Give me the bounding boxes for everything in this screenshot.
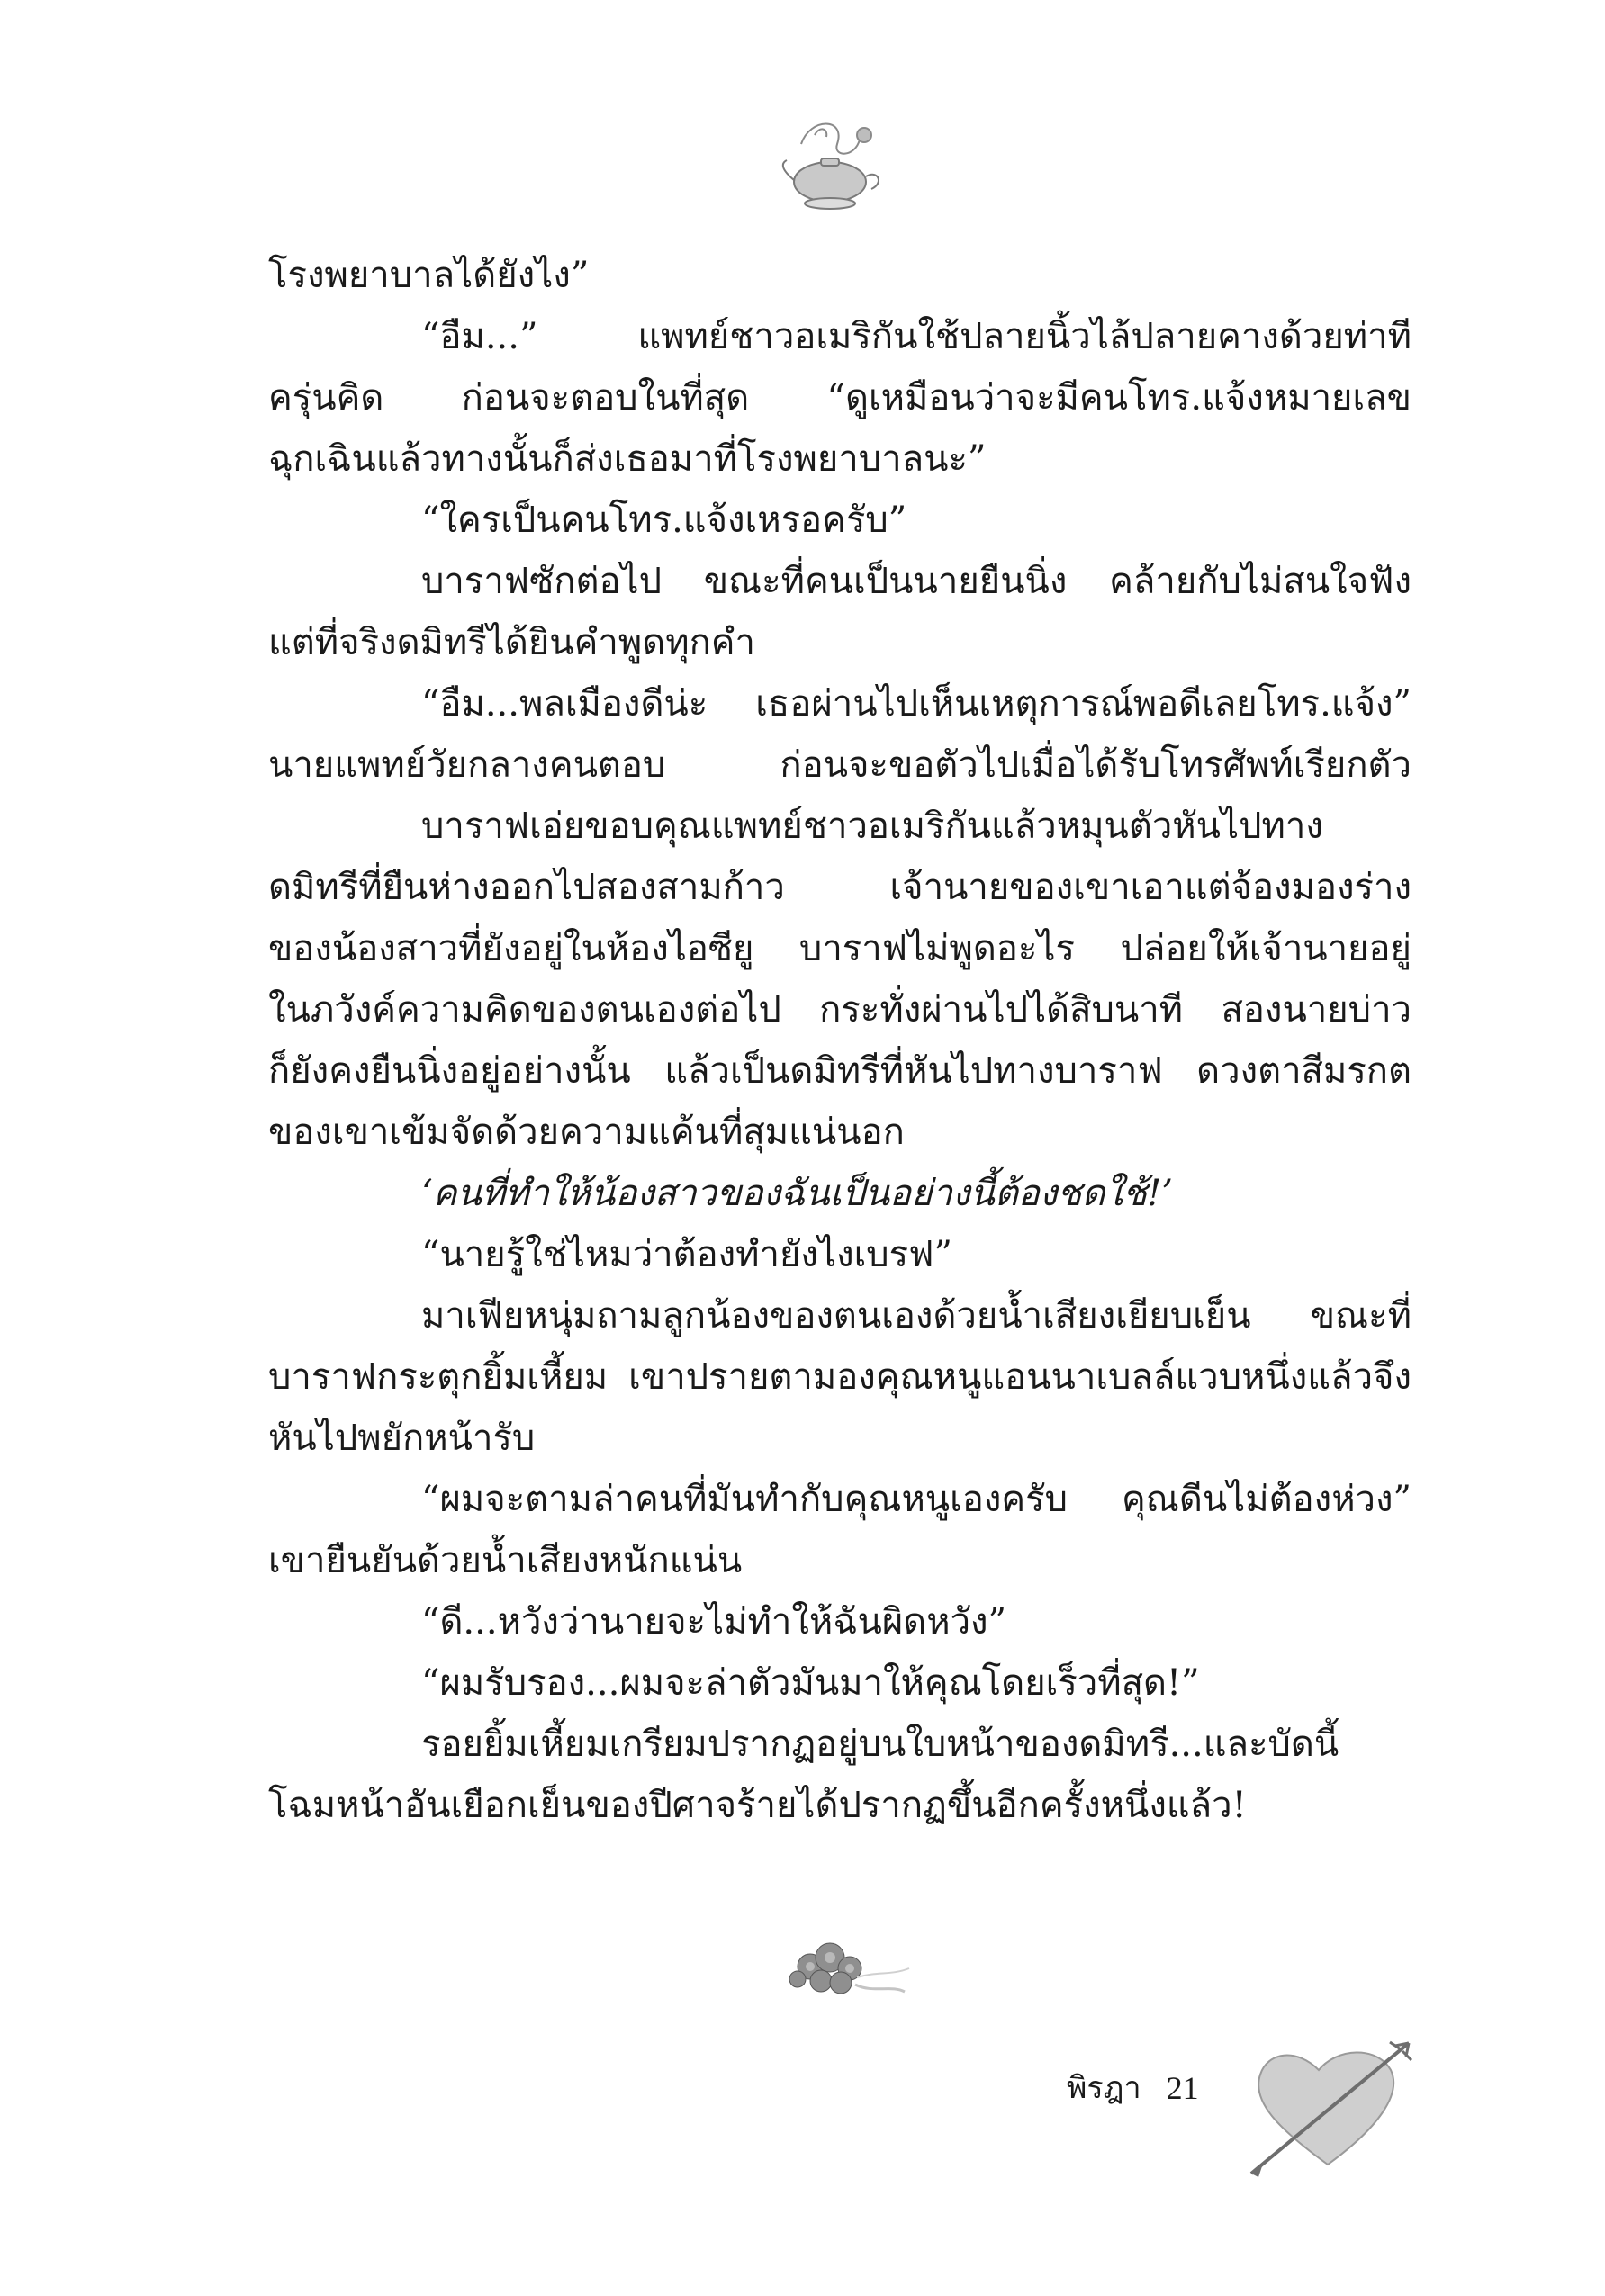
- text-line: ครุ่นคิด ก่อนจะตอบในที่สุด “ดูเหมือนว่าจะมีคนโทร.แจ้งหมายเลข: [268, 377, 1411, 419]
- text-line: “ใครเป็นคนโทร.แจ้งเหรอครับ”: [421, 500, 907, 541]
- text-line: ก็ยังคงยืนนิ่งอยู่อย่างนั้น แล้วเป็นดมิทรีที่หันไปทางบาราฟ ดวงตาสีมรกต: [268, 1050, 1411, 1092]
- text-line: แต่ที่จริงดมิทรีได้ยินคำพูดทุกคำ: [268, 622, 756, 663]
- text-line: บาราฟซักต่อไป ขณะที่คนเป็นนายยืนนิ่ง คล้ายกับไม่สนใจฟัง: [421, 561, 1411, 602]
- text-line: ของเขาเข้มจัดด้วยความแค้นที่สุมแน่นอก: [268, 1112, 905, 1153]
- text-line: “อืม...พลเมืองดีน่ะ เธอผ่านไปเห็นเหตุการณ์พอดีเลยโทร.แจ้ง”: [421, 683, 1411, 725]
- text-line: เขายืนยันด้วยน้ำเสียงหนักแน่น: [268, 1540, 743, 1581]
- text-line: ‘คนที่ทำให้น้องสาวของฉันเป็นอย่างนี้ต้องชดใช้!’: [421, 1173, 1173, 1214]
- text-line: โฉมหน้าอันเยือกเย็นของปีศาจร้ายได้ปรากฏขึ้นอีกครั้งหนึ่งแล้ว!: [268, 1785, 1247, 1826]
- text-line: บาราฟเอ่ยขอบคุณแพทย์ชาวอเมริกันแล้วหมุนตัวหันไปทาง: [421, 806, 1323, 847]
- text-line: ของน้องสาวที่ยังอยู่ในห้องไอซียู บาราฟไม่พูดอะไร ปล่อยให้เจ้านายอยู่: [268, 928, 1411, 969]
- body-text: [268, 245, 1411, 1836]
- text-line: “ผมจะตามล่าคนที่มันทำกับคุณหนูเองครับ คุณดีนไม่ต้องห่วง”: [421, 1479, 1411, 1520]
- page-footer: [1067, 2061, 1199, 2115]
- text-line: ฉุกเฉินแล้วทางนั้นก็ส่งเธอมาที่โรงพยาบาลนะ”: [268, 438, 987, 480]
- text-line: ดมิทรีที่ยืนห่างออกไปสองสามก้าว เจ้านายของเขาเอาแต่จ้องมองร่าง: [268, 867, 1411, 908]
- text-line: หันไปพยักหน้ารับ: [268, 1418, 536, 1459]
- text-line: ในภวังค์ความคิดของตนเองต่อไป กระทั่งผ่านไปได้สิบนาที สองนายบ่าว: [268, 989, 1411, 1031]
- text-line: “นายรู้ใช่ไหมว่าต้องทำยังไงเบรฟ”: [421, 1234, 952, 1275]
- flower-bouquet-icon: [756, 1922, 918, 2021]
- text-line: “อืม...” แพทย์ชาวอเมริกันใช้ปลายนิ้วไล้ปลายคางด้วยท่าที: [421, 316, 1411, 357]
- text-line: “ดี...หวังว่านายจะไม่ทำให้ฉันผิดหวัง”: [421, 1601, 1007, 1643]
- text-line: “ผมรับรอง...ผมจะล่าตัวมันมาให้คุณโดยเร็วที่สุด!”: [421, 1662, 1200, 1704]
- heart-arrow-icon: [1242, 2030, 1422, 2183]
- text-line: รอยยิ้มเหี้ยมเกรียมปรากฏอยู่บนใบหน้าของดมิทรี...และบัดนี้: [421, 1724, 1339, 1765]
- text-line: บาราฟกระตุกยิ้มเหี้ยม เขาปรายตามองคุณหนูแอนนาเบลล์แวบหนึ่งแล้วจึง: [268, 1356, 1411, 1398]
- text-line: มาเฟียหนุ่มถามลูกน้องของตนเองด้วยน้ำเสียงเยียบเย็น ขณะที่: [421, 1295, 1411, 1337]
- text-line: โรงพยาบาลได้ยังไง”: [268, 255, 590, 296]
- page-number: 21: [1166, 2070, 1199, 2106]
- text-line: นายแพทย์วัยกลางคนตอบ ก่อนจะขอตัวไปเมื่อได้รับโทรศัพท์เรียกตัว: [268, 744, 1411, 786]
- teapot-ornament-icon: [774, 108, 891, 225]
- author-name: พิรฎา: [1067, 2070, 1141, 2106]
